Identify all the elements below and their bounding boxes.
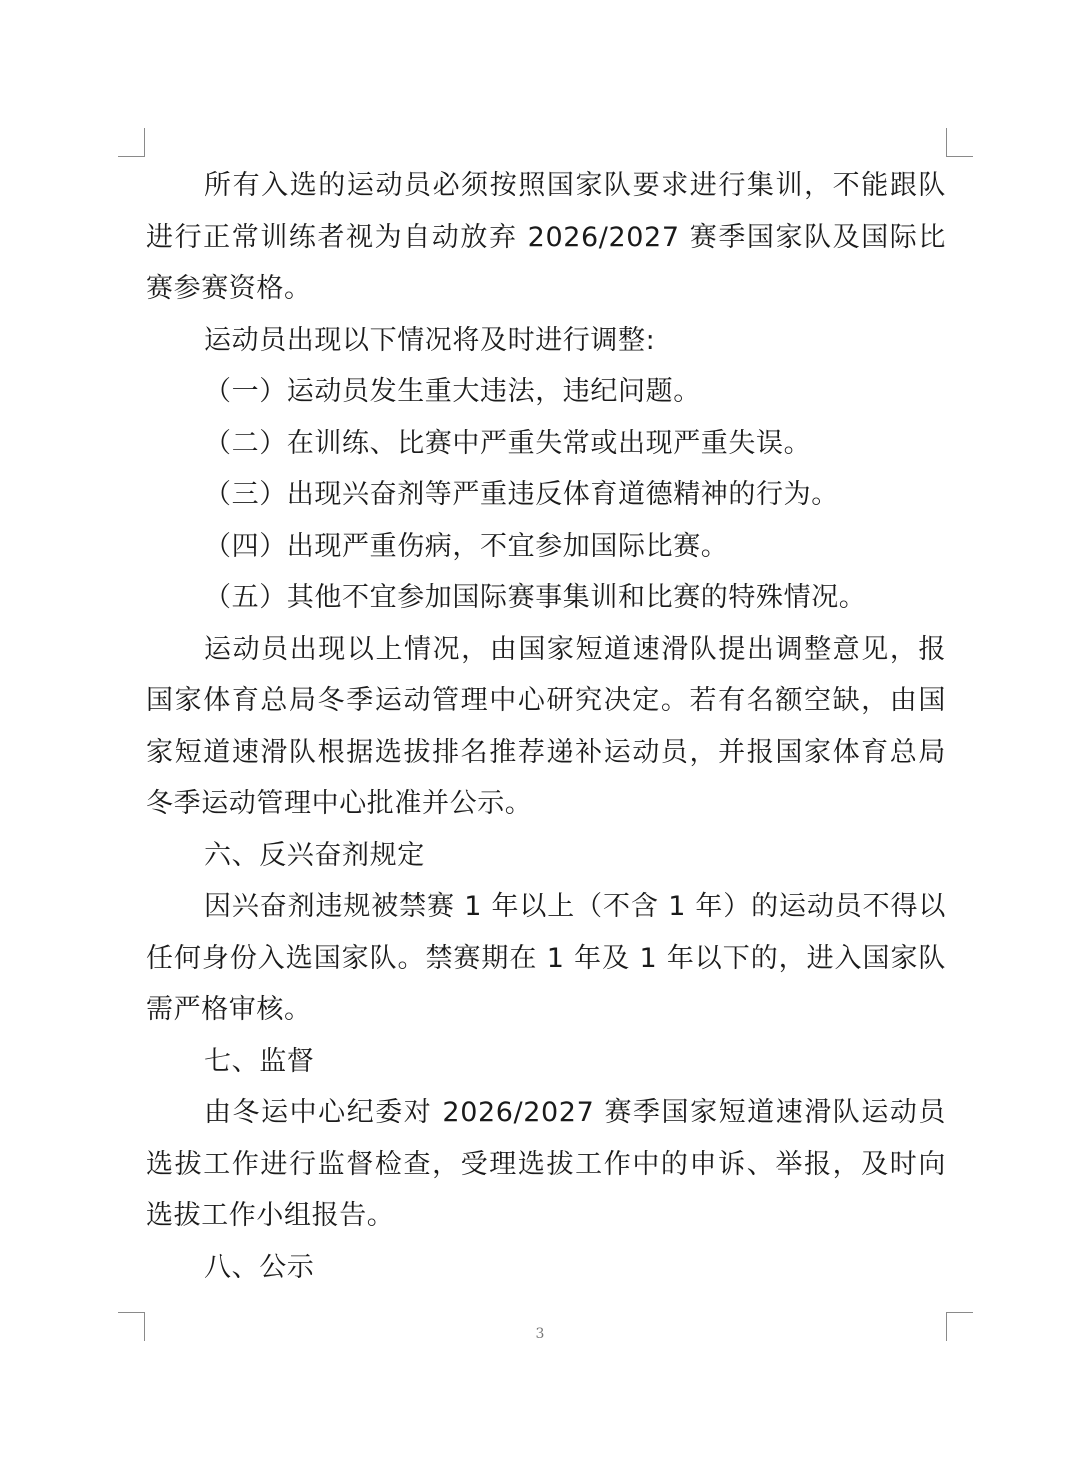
section-heading-anti-doping: 六、反兴奋剂规定: [204, 839, 425, 871]
paragraph-anti-doping: 因兴奋剂违规被禁赛 1 年以上（不含 1 年）的运动员不得以任何身份入选国家队。禁赛期在 1 年及 1 年以下的，进入国家队需严格审核。: [146, 891, 946, 1025]
list-item-5: （五）其他不宜参加国际赛事集训和比赛的特殊情况。: [204, 582, 867, 613]
crop-mark-top-right: [946, 128, 973, 157]
document-body: [146, 160, 946, 1293]
section-heading-publicity: 八、公示: [204, 1251, 315, 1283]
section-heading-supervision: 七、监督: [204, 1045, 315, 1077]
paragraph-supervision: 由冬运中心纪委对 2026/2027 赛季国家短道速滑队运动员选拔工作进行监督检查，受理选拔工作中的申诉、举报，及时向选拔工作小组报告。: [146, 1097, 946, 1231]
paragraph-adjustment-process: 运动员出现以上情况，由国家短道速滑队提出调整意见，报国家体育总局冬季运动管理中心研究决定。若有名额空缺，由国家短道速滑队根据选拔排名推荐递补运动员，并报国家体育总局冬季运动管理中心批准并公示。: [146, 633, 946, 819]
paragraph-training-requirement: 所有入选的运动员必须按照国家队要求进行集训，不能跟队进行正常训练者视为自动放弃 2026/2027 赛季国家队及国际比赛参赛资格。: [146, 170, 946, 304]
paragraph-adjustment-intro: 运动员出现以下情况将及时进行调整:: [204, 324, 656, 356]
list-item-3: （三）出现兴奋剂等严重违反体育道德精神的行为。: [204, 479, 839, 510]
list-item-1: （一）运动员发生重大违法，违纪问题。: [204, 376, 701, 407]
list-item-2: （二）在训练、比赛中严重失常或出现严重失误。: [204, 427, 812, 459]
list-item-4: （四）出现严重伤病，不宜参加国际比赛。: [204, 530, 729, 562]
page-number: 3: [535, 1326, 545, 1342]
crop-mark-top-left: [118, 128, 145, 157]
